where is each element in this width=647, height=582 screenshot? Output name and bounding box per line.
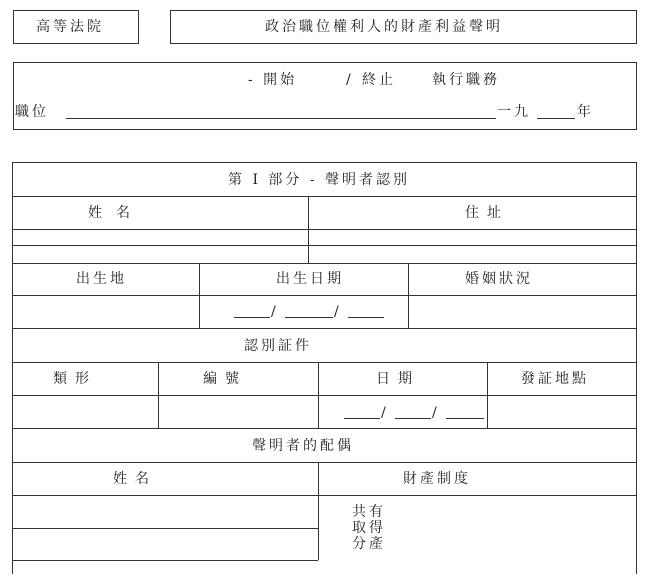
- position-field[interactable]: [66, 118, 496, 119]
- name-header: 姓名: [88, 205, 144, 221]
- rule: [318, 462, 319, 560]
- year-suffix: 年: [577, 104, 594, 120]
- rule: [12, 245, 637, 246]
- birthplace-header: 出生地: [76, 271, 127, 287]
- id-year-field[interactable]: [446, 418, 484, 419]
- rule: [12, 229, 637, 230]
- birth-month-field[interactable]: [285, 317, 333, 318]
- date-sep: /: [381, 405, 389, 421]
- rule: [158, 362, 159, 428]
- rule: [12, 328, 637, 329]
- date-sep: /: [432, 405, 440, 421]
- rule: [12, 428, 637, 429]
- form-title: 政治職位權利人的財產利益聲明: [265, 19, 503, 35]
- rule: [12, 462, 637, 463]
- regime-option: 共有: [352, 504, 386, 520]
- duty-box: [13, 62, 637, 130]
- form-right-border: [636, 162, 637, 574]
- id-place-header: 發証地點: [521, 371, 589, 387]
- year-prefix: 一九: [497, 104, 531, 120]
- birth-day-field[interactable]: [234, 317, 270, 318]
- form-left-border: [12, 162, 13, 574]
- part1-title: 第 I 部分 - 聲明者認別: [228, 172, 411, 188]
- id-type-header: 類形: [53, 371, 97, 387]
- regime-option: 分產: [352, 536, 386, 552]
- rule: [408, 263, 409, 328]
- rule: [12, 295, 637, 296]
- duty-end: 終止: [362, 72, 396, 88]
- date-sep: /: [334, 304, 342, 320]
- rule: [487, 362, 488, 428]
- marital-header: 婚姻狀況: [465, 271, 533, 287]
- regime-header: 財產制度: [403, 471, 471, 487]
- duty-execute: 執行職務: [432, 72, 500, 88]
- rule: [199, 263, 200, 328]
- rule: [12, 560, 318, 561]
- rule: [12, 162, 637, 163]
- rule: [12, 362, 637, 363]
- court-label: 高等法院: [36, 19, 104, 35]
- spouse-name-header: 姓名: [113, 471, 157, 487]
- id-month-field[interactable]: [395, 418, 431, 419]
- birth-year-field[interactable]: [348, 317, 384, 318]
- rule: [12, 263, 637, 264]
- rule: [318, 362, 319, 428]
- address-header: 住址: [465, 205, 509, 221]
- id-day-field[interactable]: [344, 418, 380, 419]
- position-label: 職位: [15, 104, 49, 120]
- id-date-header: 日期: [376, 371, 420, 387]
- rule: [12, 528, 318, 529]
- birthdate-header: 出生日期: [276, 271, 344, 287]
- id-number-header: 編號: [203, 371, 247, 387]
- duty-start: - 開始: [248, 72, 298, 88]
- rule: [12, 196, 637, 197]
- date-sep: /: [271, 304, 279, 320]
- id-title: 認別証件: [244, 338, 312, 354]
- duty-slash: /: [346, 72, 354, 88]
- rule: [12, 395, 637, 396]
- year-field[interactable]: [537, 118, 575, 119]
- spouse-title: 聲明者的配偶: [252, 438, 354, 454]
- rule: [308, 196, 309, 263]
- rule: [12, 495, 637, 496]
- regime-option: 取得: [352, 520, 386, 536]
